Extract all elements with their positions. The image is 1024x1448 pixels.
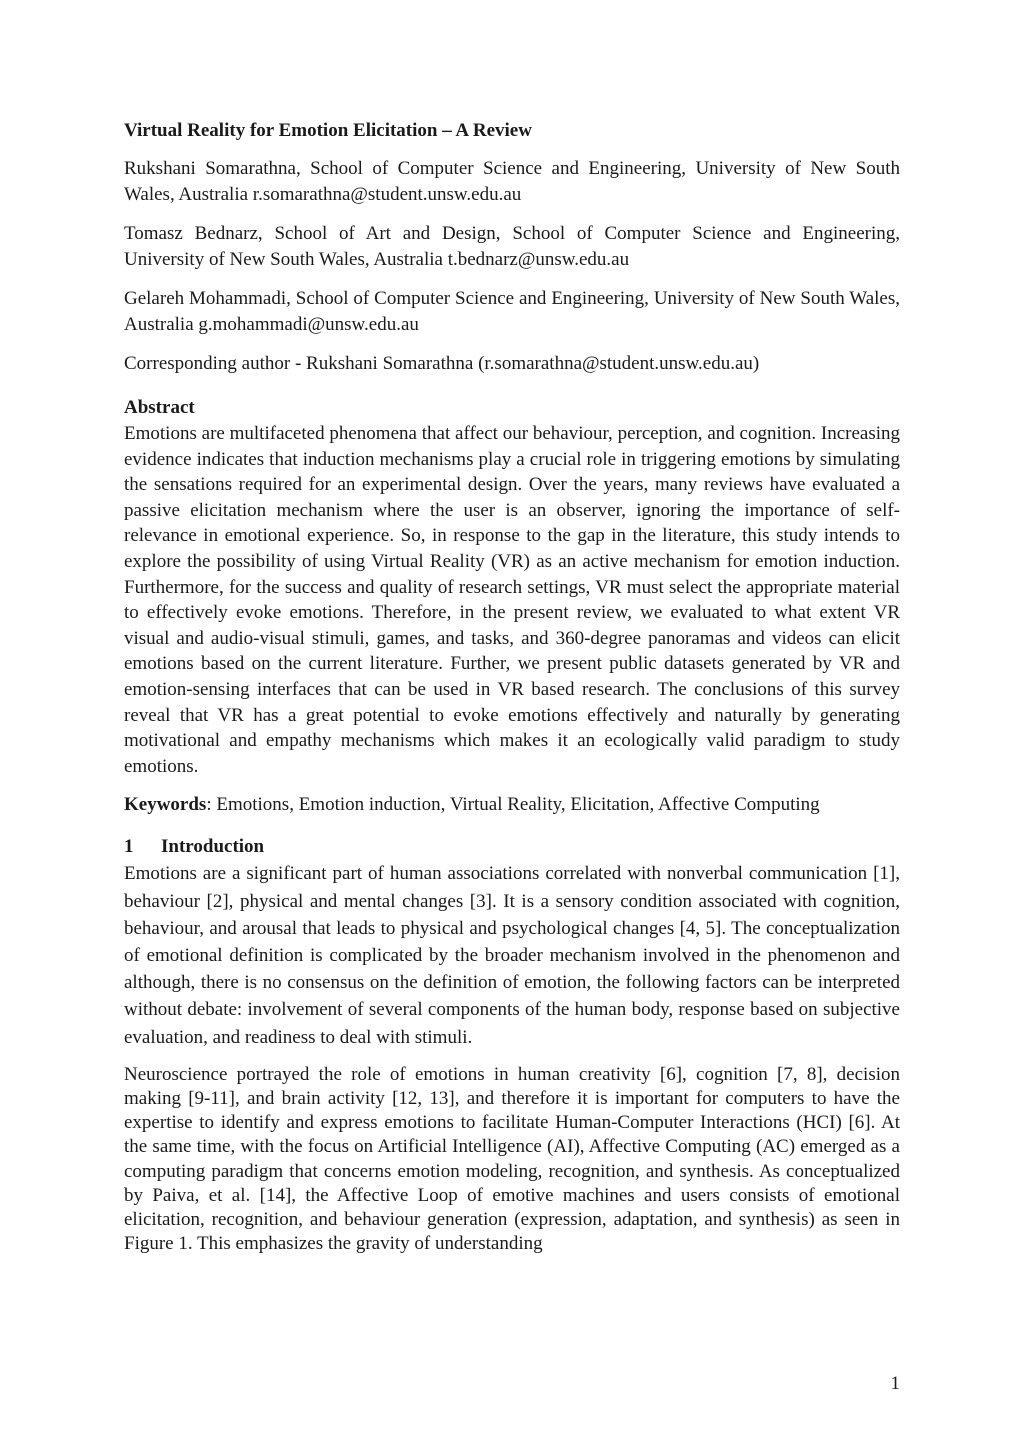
paper-page: [124, 118, 900, 1256]
introduction-paragraph-1: Emotions are a significant part of human associations correlated with nonverbal communication [1], behaviour [2], physical and mental changes [3]. It is a sensory condition associated with cognition, behaviour, and arousal that leads to physical and psychological changes [4, 5]. The conceptualization of emotional definition is complicated by the broader mechanism involved in the phenomenon and although, there is no consensus on the definition of emotion, the following factors can be interpreted without debate: involvement of several components of the human body, response based on subjective evaluation, and readiness to deal with stimuli.: [124, 863, 900, 1048]
section-title: Introduction: [161, 836, 265, 858]
author-affiliation-2: Tomasz Bednarz, School of Art and Design, School of Computer Science and Engineering, University of New South Wales, Australia t.bednarz@unsw.edu.au: [124, 223, 900, 270]
introduction-paragraph-2: Neuroscience portrayed the role of emotions in human creativity [6], cognition [7, 8], decision making [9-11], and brain activity [12, 13], and therefore it is important for computers to have the expertise to identify and express emotions to facilitate Human-Computer Interactions (HCI) [6]. At the same time, with the focus on Artificial Intelligence (AI), Affective Computing (AC) emerged as a computing paradigm that concerns emotion modeling, recognition, and synthesis. As conceptualized by Paiva, et al. [14], the Affective Loop of emotive machines and users consists of emotional elicitation, recognition, and behaviour generation (expression, adaptation, and synthesis) as seen in Figure 1. This emphasizes the gravity of understanding: [124, 1063, 900, 1255]
section-number: 1: [124, 836, 134, 858]
introduction-heading: [124, 834, 900, 860]
keywords-text: Emotions, Emotion induction, Virtual Reality, Elicitation, Affective Computing: [216, 794, 820, 816]
keywords-line: [124, 792, 900, 818]
paper-title: Virtual Reality for Emotion Elicitation – A Review: [124, 120, 532, 141]
corresponding-author: Corresponding author - Rukshani Somarathna (r.somarathna@student.unsw.edu.au): [124, 353, 760, 374]
keywords-separator: :: [206, 794, 217, 816]
keywords-label: Keywords: [124, 794, 207, 816]
author-affiliation-3: Gelareh Mohammadi, School of Computer Science and Engineering, University of New South Wales, Australia g.mohammadi@unsw.edu.au: [124, 288, 900, 335]
author-affiliation-1: Rukshani Somarathna, School of Computer Science and Engineering, University of New South Wales, Australia r.somarathna@student.unsw.edu.au: [124, 158, 900, 205]
abstract-text: Emotions are multifaceted phenomena that affect our behaviour, perception, and cognition. Increasing evidence indicates that induction mechanisms play a crucial role in triggering emotions by simulating the sensations required for an experimental design. Over the years, many reviews have evaluated a passive elicitation mechanism where the user is an observer, ignoring the importance of self-relevance in emotional experience. So, in response to the gap in the literature, this study intends to explore the possibility of using Virtual Reality (VR) as an active mechanism for emotion induction. Furthermore, for the success and quality of research settings, VR must select the appropriate material to effectively evoke emotions. Therefore, in the present review, we evaluated to what extent VR visual and audio-visual stimuli, games, and tasks, and 360-degree panoramas and videos can elicit emotions based on the current literature. Further, we present public datasets generated by VR and emotion-sensing interfaces that can be used in VR based research. The conclusions of this survey reveal that VR has a great potential to evoke emotions effectively and naturally by generating motivational and empathy mechanisms which makes it an ecologically valid paradigm to study emotions.: [124, 423, 900, 777]
abstract-heading: Abstract: [124, 397, 195, 418]
page-number: 1: [890, 1373, 900, 1394]
